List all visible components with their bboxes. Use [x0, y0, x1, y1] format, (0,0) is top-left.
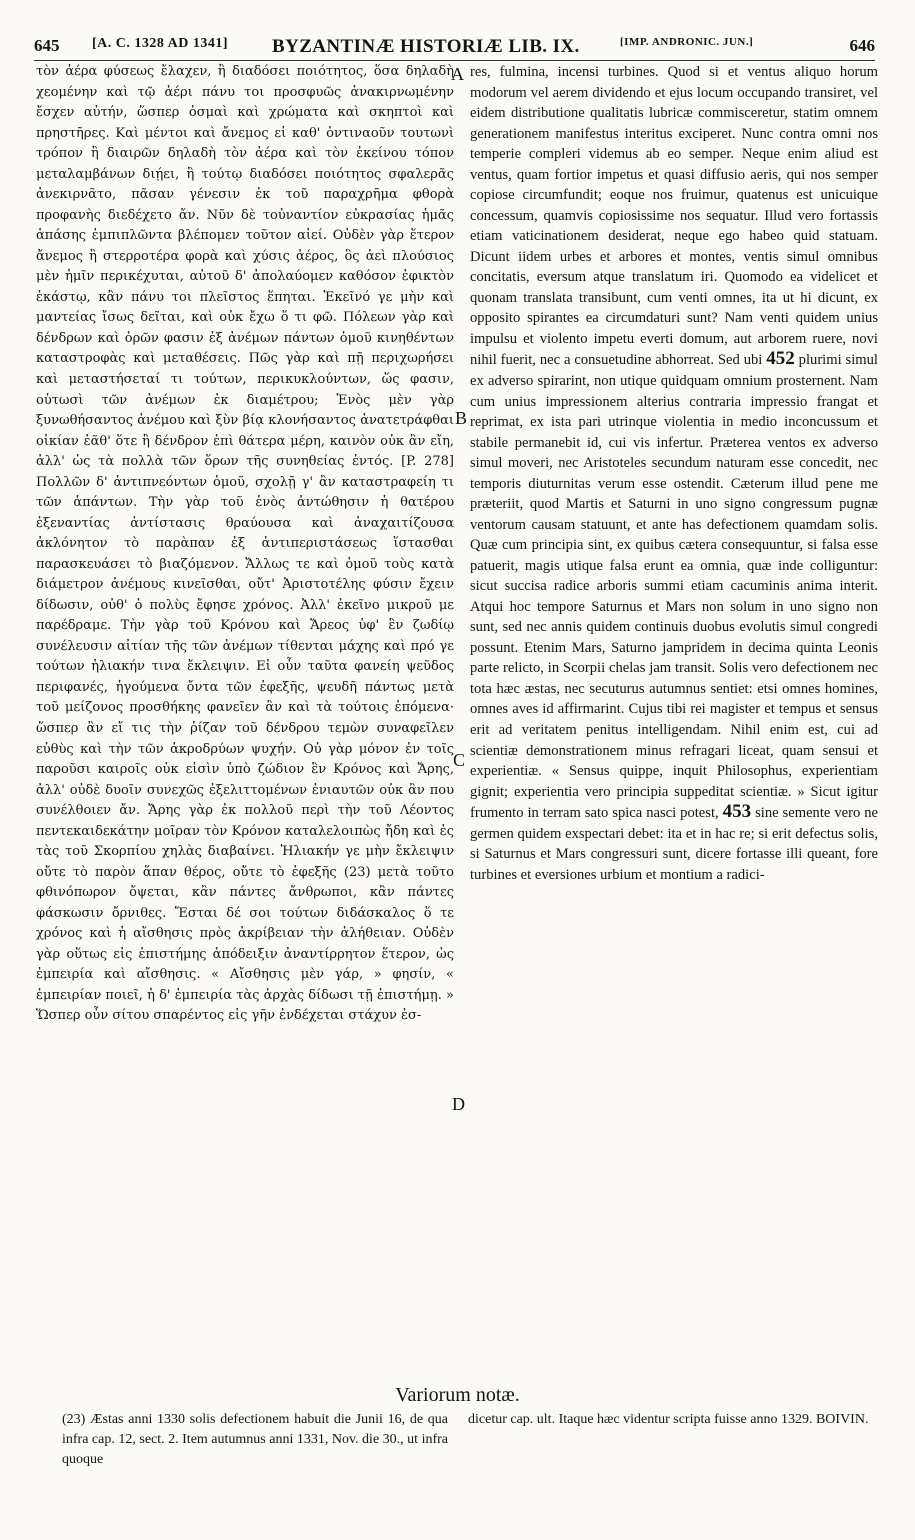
book-title: BYZANTINÆ HISTORIÆ LIB. IX. — [272, 36, 580, 57]
latin-text-part-2: plurimi simul ex adverso spirarint, non utique quidquam omnium prosternent. Nam cum unius impressionem alterius contraria impressio frangat et reprimat, ex ista pari utrinque violentia in medio inconcussum et stabile permanebit id, cui vis infertur. Præterea ventos ex adverso simul moveri, nec Aristoteles secundum naturam esse concedit, nec temporis diuturnitas verum esse ostendit. Cæterum illud pene me præteriit, quod Martis et Saturni in uno signo congressum pugnæ ventorum causam statuunt, et ante has defectionem quamdam solis. Quæ cum principia sint, ex quibus cætera consequuntur, si falsa esse patuerit, magis utique falsa erunt ea omnia, quæ inde colliguntur: sicut succisa radice arboris summi etiam cacuminis anima interit. Atqui hoc tempore Saturnus et Mars non solum in uno signo non sunt, sed nec annis quidem continuis duobus evolutis simul congredi possunt. Etenim Mars, Saturno jampridem in decima quinta Leonis parte relicto, in Scorpii chelas jam transit. Solis vero defectionem nec tota hæc æstas, nec secuturus autumnus sentiet: etsi omnes homines, omnes aves id affirmarint. Cujus tibi rei magister et tempus et sensus erit ad veritatem penitus intelligendam. Nihil enim est, cui ad scientiæ demonstrationem minus refragari liceat, quam sensui et experientiæ. « Sensus quippe, inquit Philosophus, experientiam gignit; experientia vero principia suppeditat scientiæ. » Sicut igitur frumento in terram sato spica nasci potest, — [470, 352, 878, 822]
section-marker-c: C — [453, 750, 466, 770]
latin-text — [470, 62, 878, 885]
greek-text: τὸν ἀέρα φύσεως ἔλαχεν, ἢ διαδόσει ποιότητος, ὅσα δηλαδὴ χεομένην καὶ τῷ ἀέρι πάνυ τοι προσφυῶς ἀνακιρνωμένην ἔσχεν αὐτήν, ὥσπερ ὀσμαὶ καὶ χρώματα καὶ σκηπτοὶ καὶ πρηστῆρες. Καὶ μέντοι καὶ ἄνεμος εἰ καθ' ὁντιναοῦν τουτωνὶ τρόπον ἢ διαιρῶν δηλαδὴ τὸν ἀέρα καὶ τὸν ἐκείνου τόπον μεταλαμβάνων διῄει, ἢ τούτῳ διαδόσει ποιότητος σφαλερᾶς ἀνεκιρνᾶτο, πᾶσαν γένεσιν ἐκ τοῦ παραχρῆμα φθορὰ προφανὴς διεδέχετο ἄν. Νῦν δὲ τοὐναντίον εὐκρασίας ἡμᾶς ἁπάσης ἐμπιπλῶντα βλέπομεν τοῦτον αἰεί. Οὐδὲν γὰρ ἕτερον ἄνεμος ἢ στερροτέρα φορὰ καὶ χύσις ἀέρος, ὃς ἀεὶ πλούσιος μὲν ἡμῖν περικέχυται, αὐτοῦ δ' ἀπολαύομεν καθόσον ἐφικτὸν ἑκάστῳ, κἂν πάνυ τοι πλεῖστος ἕπηται. Ἐκεῖνό γε μὴν καὶ μαντείας ἴσως δεῖται, καὶ οὐκ ἔχω ὅ τι φῶ. Πόλεων γὰρ καὶ δένδρων καὶ ὀρῶν φασιν ἐξ ἀνέμων πάντων ὁμοῦ κινηθέντων καταστροφὰς καὶ μεταθέσεις. Πῶς γὰρ καὶ πῇ περιχωρήσει καὶ μεταστήσεταί τι τούτων, περικυκλούντων, ὥς φασιν, οὑτωσὶ τῶν ἀνέμων ἐκ διαμέτρου; Ἑνὸς μὲν γὰρ ξυνωθήσαντος ἀνέμου καὶ ξὺν βίᾳ κλονήσαντος ἀνατετράφθαι οἰκίαν ἐᾶθ' ὅτε ἢ δένδρον ἐπὶ θάτερα μέρη, καινὸν οὐκ ἂν εἴη, ἀλλ' ὡς τὰ πολλὰ τῶν ὅρων τῆς συνηθείας ἐντός. [P. 278] Πολλῶν δ' ἀντιπνεόντων ὁμοῦ, σχολῇ γ' ἂν καταστραφείη τι τῶν ἁπάντων. Τὴν γὰρ τοῦ ἑνὸς ἀντώθησιν ἡ θατέρου ἐξεναντίας ἀντίστασις θραύουσα καὶ ἀναχαιτίζουσα ἀκλόνητον τὸ παρὰπαν ἐξ ἀντιπεριστάσεως ἵστασθαι παρασκευάσει τὸ βιαζόμενον. Ἄλλως τε καὶ ὁμοῦ τοὺς κατὰ διάμετρον ἀνέμους κινεῖσθαι, οὔτ' Ἀριστοτέλης φύσιν ἔχειν δίδωσιν, οὐθ' ὁ πολὺς ἔφησε χρόνος. Ἀλλ' ἐκεῖνο μικροῦ με παρέδραμε. Τὴν γὰρ τοῦ Κρόνου καὶ Ἄρεος ὑφ' ἓν ζωδίῳ συνέλευσιν αἰτίαν τῆς τῶν ἀνέμων τίθενται μάχης καὶ πρό γε τούτων ἡλιακήν τινα ἔκλειψιν. Εἰ οὖν ταῦτα φανείη ψεῦδος περιφανές, ἡγούμενα ὄντα τῶν ἐφεξῆς, ψευδῆ πάντως μετὰ τοῦ μείζονος προσθήκης φανεῖεν ἂν καὶ τὰ τούτοις ἑπόμενα· ὥσπερ ἂν εἴ τις τὴν ῥίζαν τοῦ δένδρου τεμὼν συναφεῖλεν εὐθὺς καὶ τὴν τῶν ἀκροδρύων ψυχήν. Οὐ γὰρ μόνον ἐν τοῖς παροῦσι καιροῖς οὐκ εἰσὶν ὑπὸ ζώδιον ἓν Κρόνος καὶ Ἄρης, ἀλλ' οὐδὲ δυοῖν συνεχῶς ἐξελιττομένων ἐνιαυτῶν οὐκ ἂν που συνέλθοιεν ἄν. Ἄρης γὰρ ἐκ πολλοῦ περὶ τὴν τοῦ Λέοντος πεντεκαιδεκάτην μοῖραν τὸν Κρόνον καταλελοιπὼς ἤδη καὶ ἐς τὰς τοῦ Σκορπίου χηλὰς διαβαίνει. Ἡλιακήν γε μὴν ἔκλειψιν οὔτε τὸ παρὸν ἅπαν θέρος, οὔτε τὸ ἐφεξῆς (23) μετὰ τοῦτο φθινόπωρον ὄψεται, κἂν πάντες ἄνθρωποι, κἂν πάντες φάσκωσιν ὄρνιθες. Ἔσται δέ σοι τούτων διδάσκαλος ὅ τε χρόνος καὶ ἡ αἴσθησις πρὸς ἀκρίβειαν τὴν ἀλήθειαν. Οὐδὲν γὰρ οὕτως εἰς ἐπιστήμης ἀπόδειξιν ἀναντίρρητον ἕτερον, ὡς ἐμπειρία καὶ αἴσθησις. « Αἴσθησις μὲν γάρ, » φησίν, « ἐμπειρίαν ποιεῖ, ἡ δ' ἐμπειρία τὰς ἀρχὰς δίδωσι τῇ ἐπιστήμῃ. » Ὥσπερ οὖν σίτου σπαρέντος εἰς γῆν ἐνδέχεται στάχυν ἐσ- — [36, 64, 454, 1024]
latin-column — [470, 62, 878, 885]
reign-label: [IMP. ANDRONIC. JUN.] — [620, 36, 754, 48]
latin-text-part-3: sine semente vero ne germen quidem exspectari debet: ita et in hac re; si erit defectus solis, si Saturnus et Mars congressuri sunt, dicere fortasse illi queant, fore turbines et eversiones urbium et montium a radici- — [470, 805, 878, 883]
margin-number-453: 453 — [722, 801, 752, 823]
section-marker-a: A — [451, 64, 464, 84]
note-right-text: dicetur cap. ult. Itaque hæc videntur scripta fuisse anno 1329. BOIVIN. — [468, 1412, 869, 1427]
year-range: [A. C. 1328 AD 1341] — [92, 36, 228, 51]
running-header — [34, 34, 875, 61]
note-left-text: (23) Æstas anni 1330 solis defectionem habuit die Junii 16, de qua infra cap. 12, sect. 2. Item autumnus anni 1331, Nov. die 30., ut infra quoque — [62, 1412, 448, 1467]
notes-heading: Variorum notæ. — [395, 1384, 520, 1406]
margin-number-452: 452 — [766, 348, 795, 370]
section-marker-d: D — [452, 1094, 465, 1114]
page-number-left: 645 — [34, 36, 60, 55]
latin-text-part-1: res, fulmina, incensi turbines. Quod si et ventus aliquo horum modorum vel aerem dividendo et ejus locum occupando transiret, vel eidem distributione qualitatis lubricæ commisceretur, statim omnem generationem manifestus interitus exciperet. Nunc contra omni nos temperie compleri videmus ab eo semper. Neque enim aliud est ventus, quam fortior impetus et quasi diffusio aeris, qui nos semper copiose circumfundit; eoque nos fruimur, quatenus est unicuique concessum, quamvis copiosissime nos sequatur. Illud vero fortassis etiam vaticinationem desiderat, neque ego habeo quid statuam. Dicunt iidem urbes et arbores et montes, ventis simul omnibus concitatis, eversum atque translatum iri. Quomodo ea videlicet et quonam translata transibunt, cum venti omnes, ita ut hi dicunt, ex opposito spirantes ea circumdaturi sunt? Nam venti quidem unius impulsu et violento impetu everti domum, aut arborem ruere, novi nihil fuerit, nec a consuetudine abhorreat. Sed ubi — [470, 64, 878, 369]
section-marker-b: B — [455, 408, 468, 428]
greek-column — [36, 62, 454, 1027]
page-number-right: 646 — [849, 36, 875, 55]
